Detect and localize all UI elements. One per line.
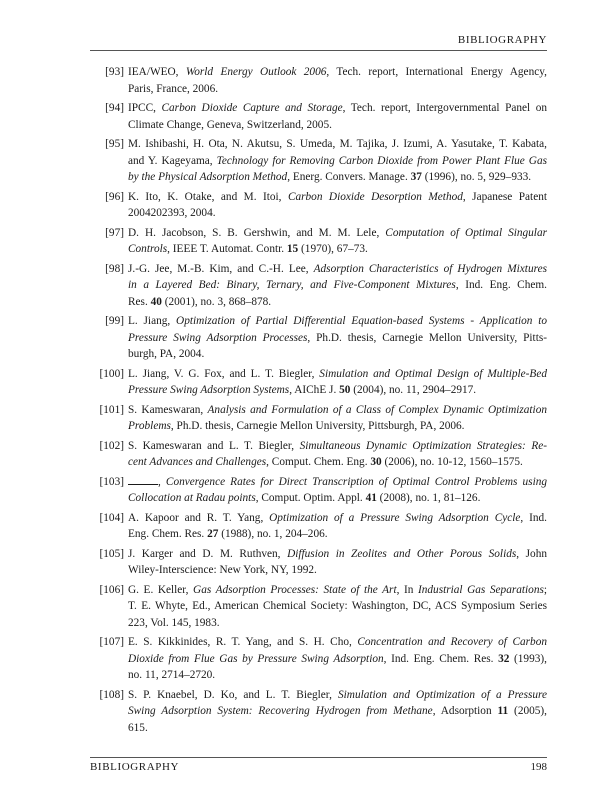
bib-entry xyxy=(90,546,547,579)
entry-line xyxy=(128,703,547,720)
entry-text: ; xyxy=(543,583,548,596)
entry-text: (2008), no. 1, 81–126. xyxy=(376,492,481,504)
entry-line xyxy=(128,474,547,491)
entry-line xyxy=(128,136,547,153)
entry-text: J. Karger and D. M. Ruthven, xyxy=(128,547,288,560)
entry-label: [95] xyxy=(105,138,124,150)
entry-text: , Tech. report, Intergovernmental Panel on xyxy=(342,102,548,114)
entry-line xyxy=(128,687,547,704)
entry-volume: 11 xyxy=(497,705,509,717)
entry-line xyxy=(128,651,547,668)
entry-line xyxy=(128,313,547,330)
entry-text: , Japanese Patent xyxy=(462,190,547,203)
entry-label: [97] xyxy=(105,226,124,239)
bib-entry xyxy=(90,634,547,684)
entry-text: T. E. Whyte, Ed., American Chemical Society: Washington, DC, ACS Symposium Series xyxy=(128,600,547,612)
footer-rule xyxy=(90,757,547,758)
entry-line xyxy=(128,81,547,98)
entry-text: no. 11, 2714–2720. xyxy=(128,669,216,681)
entry-line xyxy=(128,277,547,294)
entry-title-text: Simulation and Optimization of a Pressure xyxy=(338,688,548,701)
entry-volume: 50 xyxy=(339,384,351,396)
entry-title-text: Pressure Swing Adsorption Processes xyxy=(128,331,308,344)
bib-entry xyxy=(90,438,547,471)
entry-label: [102] xyxy=(99,439,124,452)
entry-text: IPCC, xyxy=(128,102,162,114)
entry-label: [103] xyxy=(99,475,124,488)
entry-text: and Y. Kageyama, xyxy=(128,154,217,167)
bib-entry xyxy=(90,582,547,632)
entry-label: [96] xyxy=(105,190,124,203)
entry-text: , John xyxy=(516,547,548,560)
entry-line xyxy=(128,64,547,81)
entry-label: [104] xyxy=(99,511,124,524)
entry-label: [105] xyxy=(99,547,124,560)
bib-entry xyxy=(90,64,547,97)
entry-volume: 32 xyxy=(498,652,510,665)
entry-text: , AIChE J. xyxy=(289,384,340,396)
entry-text: G. E. Keller, xyxy=(128,583,194,596)
entry-line xyxy=(128,667,547,684)
entry-title-text: Industrial Gas Separations xyxy=(417,583,544,596)
entry-title-text: Pressure Swing Adsorption Systems xyxy=(128,384,290,396)
entry-volume: 27 xyxy=(207,528,219,540)
entry-title-text: Collocation at Radau points xyxy=(128,492,256,504)
entry-line xyxy=(128,562,547,579)
entry-line xyxy=(128,330,547,347)
entry-line xyxy=(128,225,547,242)
entry-label: [93] xyxy=(105,66,124,78)
entry-line xyxy=(128,418,547,435)
entry-text: , In xyxy=(396,583,418,596)
bib-entry xyxy=(90,261,547,311)
entry-text: Eng. Chem. Res. xyxy=(128,528,208,540)
entry-title-text: Optimization of a Pressure Swing Adsorption Cycle xyxy=(269,511,521,524)
entry-title-text: Swing Adsorption System: Recovering Hydrogen from Methane xyxy=(128,705,433,717)
entry-line xyxy=(128,241,547,258)
entry-text: (1970), 67–73. xyxy=(298,243,368,255)
bibliography-list xyxy=(90,64,547,739)
entry-title-text: Controls xyxy=(128,243,168,255)
entry-text: , Ind. Eng. Chem. xyxy=(455,279,547,291)
bib-entry xyxy=(90,136,547,186)
entry-text: , IEEE T. Automat. Contr. xyxy=(167,243,287,255)
page-number: 198 xyxy=(530,761,547,773)
entry-volume: 37 xyxy=(410,171,422,183)
entry-line xyxy=(128,454,547,471)
entry-text: , Comput. Chem. Eng. xyxy=(266,456,371,468)
entry-text: (2005), xyxy=(508,705,547,717)
entry-line xyxy=(128,598,547,615)
entry-title-text: cent Advances and Challenges xyxy=(128,456,267,468)
entry-title-text: Adsorption Characteristics of Hydrogen Mixtures xyxy=(313,262,547,275)
entry-line xyxy=(128,346,547,363)
entry-text: , Ind. xyxy=(520,511,547,524)
page-footer xyxy=(90,761,547,773)
entry-title-text: Analysis and Formulation of a Class of Complex Dynamic Optimization xyxy=(207,403,547,416)
entry-line xyxy=(128,438,547,455)
entry-text: K. Ito, K. Otake, and M. Itoi, xyxy=(128,190,288,203)
entry-title-text: Dioxide from Flue Gas by Pressure Swing Adsorption xyxy=(128,652,384,665)
entry-line xyxy=(128,153,547,170)
entry-line xyxy=(128,490,547,507)
entry-text: Paris, France, 2006. xyxy=(128,82,219,95)
entry-text: E. S. Kikkinides, R. T. Yang, and S. H. Cho, xyxy=(128,636,358,648)
entry-text: burgh, PA, 2004. xyxy=(128,348,205,360)
entry-line xyxy=(128,261,547,278)
entry-line xyxy=(128,169,547,186)
bib-entry xyxy=(90,100,547,133)
entry-text: 2004202393, 2004. xyxy=(128,207,216,219)
entry-line xyxy=(128,634,547,651)
entry-text: , xyxy=(158,475,166,488)
entry-text: D. H. Jacobson, S. B. Gershwin, and M. M. Lele, xyxy=(128,226,386,239)
entry-text: A. Kapoor and R. T. Yang, xyxy=(128,511,270,524)
header-rule xyxy=(90,50,547,51)
entry-label: [100] xyxy=(99,367,124,380)
entry-label: [99] xyxy=(105,315,124,327)
bib-entry xyxy=(90,366,547,399)
entry-line xyxy=(128,366,547,383)
entry-title-text: Technology for Removing Carbon Dioxide from Power Plant Flue Gas xyxy=(216,154,548,167)
entry-line xyxy=(128,510,547,527)
entry-title-text: Gas Adsorption Processes: State of the Art xyxy=(193,583,397,596)
entry-line xyxy=(128,546,547,563)
entry-text: S. Kameswaran and L. T. Biegler, xyxy=(128,439,300,452)
entry-text: , Tech. report, International Energy Agency, xyxy=(326,66,547,78)
entry-line xyxy=(128,205,547,222)
entry-text: 223, Vol. 145, 1983. xyxy=(128,616,220,629)
bib-entry xyxy=(90,474,547,507)
entry-line xyxy=(128,189,547,206)
bib-entry xyxy=(90,313,547,363)
entry-text: L. Jiang, V. G. Fox, and L. T. Biegler, xyxy=(128,367,320,380)
entry-label: [106] xyxy=(99,583,124,596)
entry-text: 615. xyxy=(128,721,148,734)
entry-text: Climate Change, Geneva, Switzerland, 2005. xyxy=(128,118,332,131)
bib-entry xyxy=(90,189,547,222)
entry-text: S. Kameswaran, xyxy=(128,403,208,416)
entry-volume: 41 xyxy=(365,492,377,504)
entry-volume: 15 xyxy=(286,243,299,255)
same-author-dash xyxy=(128,475,158,485)
entry-title-text: Convergence Rates for Direct Transcription of Optimal Control Problems using xyxy=(165,475,548,488)
entry-text: , Adsorption xyxy=(432,705,498,717)
bib-entry xyxy=(90,225,547,258)
entry-label: [108] xyxy=(99,688,124,701)
entry-title-text: World Energy Outlook 2006 xyxy=(185,66,327,78)
entry-text: (1993), xyxy=(509,652,547,665)
entry-title-text: Computation of Optimal Singular xyxy=(385,226,547,239)
entry-title-text: by the Physical Adsorption Method xyxy=(128,171,288,183)
entry-title-text: Concentration and Recovery of Carbon xyxy=(357,636,547,648)
entry-volume: 30 xyxy=(370,456,382,468)
entry-line xyxy=(128,720,547,737)
entry-line xyxy=(128,117,547,134)
entry-text: (1996), no. 5, 929–933. xyxy=(421,171,532,183)
entry-label: [101] xyxy=(99,403,124,416)
entry-text: , Ind. Eng. Chem. Res. xyxy=(383,652,499,665)
entry-title-text: Problems xyxy=(128,420,171,432)
entry-text: S. P. Knaebel, D. Ko, and L. T. Biegler, xyxy=(128,688,338,701)
entry-text: L. Jiang, xyxy=(128,315,177,327)
bib-entry xyxy=(90,687,547,737)
entry-label: [107] xyxy=(99,636,124,648)
entry-volume: 40 xyxy=(150,295,162,308)
entry-text: , Energ. Convers. Manage. xyxy=(287,171,411,183)
entry-line xyxy=(128,526,547,543)
entry-title-text: Simultaneous Dynamic Optimization Strategies: Re- xyxy=(299,439,548,452)
entry-line xyxy=(128,402,547,419)
entry-label: [94] xyxy=(105,102,124,114)
entry-text: (2004), no. 11, 2904–2917. xyxy=(350,384,477,396)
entry-title-text: in a Layered Bed: Binary, Ternary, and Five-Component Mixtures xyxy=(128,279,456,291)
entry-title-text: Simulation and Optimal Design of Multiple-Bed xyxy=(319,367,547,380)
entry-label: [98] xyxy=(105,262,124,275)
entry-title-text: Optimization of Partial Differential Equation-based Systems - Application to xyxy=(176,315,547,327)
entry-text: M. Ishibashi, H. Ota, N. Akutsu, S. Umeda, M. Tajika, J. Izumi, A. Yasutake, T. Kabata, xyxy=(128,138,547,150)
entry-text: J.-G. Jee, M.-B. Kim, and C.-H. Lee, xyxy=(128,262,314,275)
bib-entry xyxy=(90,402,547,435)
entry-title-text: Carbon Dioxide Desorption Method xyxy=(287,190,463,203)
entry-title-text: Diffusion in Zeolites and Other Porous Solids xyxy=(287,547,517,560)
entry-line xyxy=(128,615,547,632)
entry-line xyxy=(128,294,547,311)
entry-text: Res. xyxy=(128,295,151,308)
entry-text: IEA/WEO, xyxy=(128,66,186,78)
entry-text: Wiley-Interscience: New York, NY, 1992. xyxy=(128,564,317,576)
entry-title-text: Carbon Dioxide Capture and Storage xyxy=(161,102,343,114)
entry-text: , Comput. Optim. Appl. xyxy=(255,492,366,504)
footer-title: BIBLIOGRAPHY xyxy=(90,761,180,773)
entry-text: (1988), no. 1, 204–206. xyxy=(218,528,328,540)
entry-text: , Ph.D. thesis, Carnegie Mellon University, Pittsburgh, PA, 2006. xyxy=(170,420,465,432)
entry-line xyxy=(128,382,547,399)
entry-text: , Ph.D. thesis, Carnegie Mellon University, Pitts- xyxy=(307,331,547,344)
bib-entry xyxy=(90,510,547,543)
entry-text: (2001), no. 3, 868–878. xyxy=(161,295,272,308)
entry-line xyxy=(128,582,547,599)
entry-line xyxy=(128,100,547,117)
running-header: BIBLIOGRAPHY xyxy=(457,34,547,46)
entry-text: (2006), no. 10-12, 1560–1575. xyxy=(381,456,523,468)
